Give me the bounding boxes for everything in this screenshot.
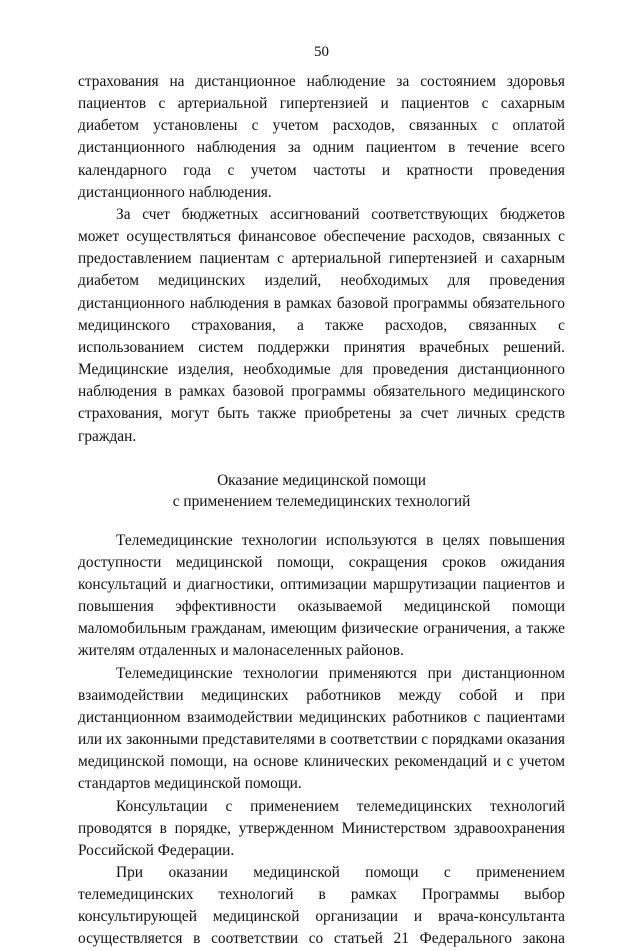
paragraph-telemedicine-purpose: Телемедицинские технологии используются в целях повышения доступности медицинской помощи, сокращения сроков ожидания консультаций и диагностики, оптимизации маршрутизации пациентов и повышения эффективности оказываемой медицинской помощи маломобильным гражданам, имеющим физические ограничения, а также жителям отдаленных и малонаселенных районов. — [78, 531, 565, 660]
paragraph-budget-financing: За счет бюджетных ассигнований соответствующих бюджетов может осуществляться финансовое обеспечение расходов, связанных с предоставлением пациентам с артериальной гипертензией и сахарным диабетом медицинских изделий, необходимых для проведения дистанционного наблюдения в рамках базовой программы обязательного медицинского страхования, а также расходов, связанных с использованием систем поддержки принятия врачебных решений. Медицинские изделия, необходимые для проведения дистанционного наблюдения в рамках базовой программы обязательного медицинского страхования, могут быть также приобретены за счет личных средств граждан. — [78, 205, 565, 445]
section-heading-line-1: Оказание медицинской помощи — [217, 471, 426, 489]
paragraph-consultations: Консультации с применением телемедицинских технологий проводятся в порядке, утвержденном Министерством здравоохранения Российской Федерации. — [78, 797, 565, 859]
document-body — [78, 71, 565, 951]
section-heading — [78, 470, 565, 512]
paragraph-consultant-choice: При оказании медицинской помощи с применением телемедицинских технологий в рамках Программы выбор консультирующей медицинской организации и врача-консультанта осуществляется в соответствии со статьей 21 Федерального закона — [78, 864, 565, 948]
page-number: 50 — [314, 44, 329, 60]
section-heading-line-2: с применением телемедицинских технологий — [172, 492, 471, 510]
paragraph-remote-monitoring-costs: страхования на дистанционное наблюдение за состоянием здоровья пациентов с артериальной гипертензией и пациентов с сахарным диабетом установлены с учетом расходов, связанных с оплатой дистанционного наблюдения за одним пациентом в течение всего календарного года с учетом частоты и кратности проведения дистанционного наблюдения. — [78, 73, 565, 201]
paragraph-telemedicine-application: Телемедицинские технологии применяются при дистанционном взаимодействии медицинских работников между собой и при дистанционном взаимодействии медицинских работников с пациентами или их законными представителями в соответствии с порядками оказания медицинской помощи, на основе клинических рекомендаций и с учетом стандартов медицинской помощи. — [78, 664, 565, 793]
